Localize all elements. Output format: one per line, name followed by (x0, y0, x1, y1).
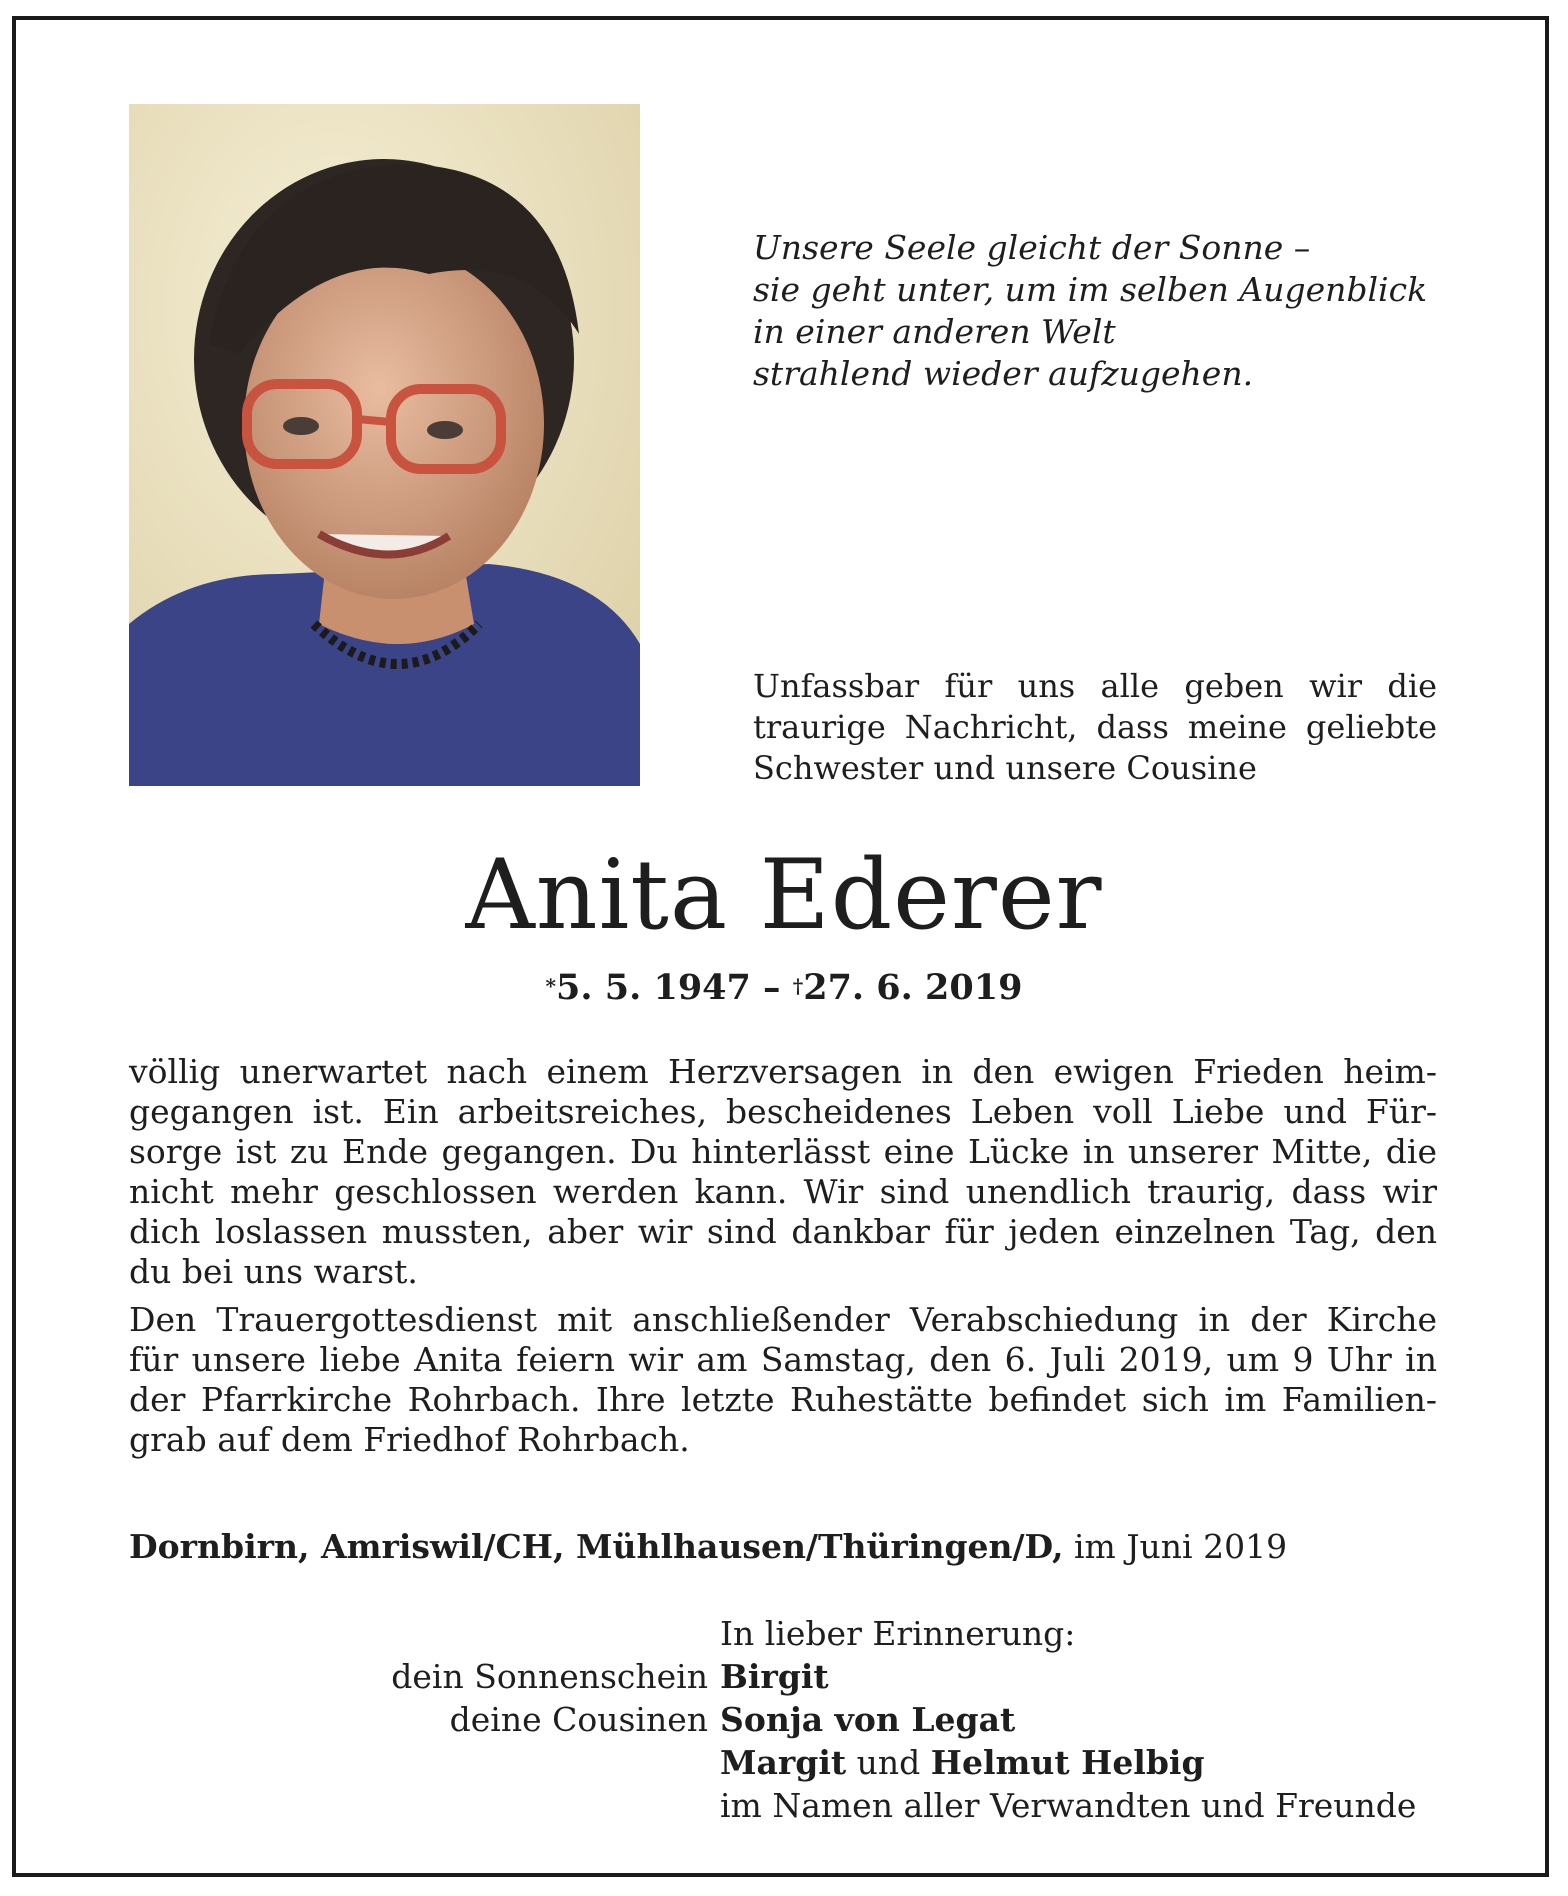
body-line: sorge ist zu Ende gegangen. Du hinterlässt eine Lücke in unserer Mitte, die (129, 1132, 1437, 1171)
intro-line: Schwester und unsere Cousine (753, 749, 1257, 787)
birth-symbol: * (545, 974, 557, 998)
signatures (0, 1612, 1568, 1827)
intro-text (753, 666, 1437, 789)
obituary-body (129, 1052, 1437, 1460)
death-symbol: † (792, 974, 804, 998)
mourner-name: Sonja von Legat (720, 1700, 1016, 1739)
deceased-name: Anita Ederer (465, 839, 1103, 951)
body-line: Den Trauergottesdienst mit anschließender Verabschiedung in der Kirche (129, 1300, 1437, 1339)
body-line: grab auf dem Friedhof Rohrbach. (129, 1420, 690, 1459)
body-line: für unsere liebe Anita feiern wir am Samstag, den 6. Juli 2019, um 9 Uhr in (129, 1340, 1437, 1379)
relation-label: dein Sonnenschein (391, 1657, 708, 1696)
notice-date: im Juni 2019 (1063, 1527, 1288, 1566)
signatures-heading: In lieber Erinnerung: (720, 1614, 1076, 1653)
birth-date: 5. 5. 1947 (556, 967, 751, 1008)
body-line: völlig unerwartet nach einem Herzversagen in den ewigen Frieden heim- (129, 1052, 1437, 1091)
poem-line: in einer anderen Welt (753, 312, 1116, 351)
conjunction: und (846, 1743, 931, 1782)
body-line: gegangen ist. Ein arbeitsreiches, bescheidenes Leben voll Liebe und Für- (129, 1092, 1437, 1131)
poem-line: Unsere Seele gleicht der Sonne – (753, 228, 1311, 267)
body-line: nicht mehr geschlossen werden kann. Wir sind unendlich traurig, dass wir (129, 1172, 1437, 1211)
poem-quote (753, 227, 1433, 395)
mourner-name: Helmut Helbig (930, 1743, 1205, 1782)
places-list: Dornbirn, Amriswil/CH, Mühlhausen/Thüringen/D, (129, 1527, 1064, 1566)
poem-line: sie geht unter, um im selben Augenblick (753, 270, 1428, 309)
signatures-closing: im Namen aller Verwandten und Freunde (720, 1786, 1417, 1825)
places-and-date (129, 1526, 1437, 1568)
mourner-name: Birgit (720, 1657, 829, 1696)
body-paragraph (129, 1052, 1437, 1292)
date-separator: – (750, 967, 793, 1008)
body-line: dich loslassen mussten, aber wir sind dankbar für jeden einzelnen Tag, den (129, 1212, 1437, 1251)
mourner-name: Margit (720, 1743, 847, 1782)
body-line: du bei uns warst. (129, 1252, 418, 1291)
portrait-photo (129, 104, 640, 786)
body-line: der Pfarrkirche Rohrbach. Ihre letzte Ruhestätte befindet sich im Familien- (129, 1380, 1437, 1419)
death-date: 27. 6. 2019 (803, 967, 1023, 1008)
poem-line: strahlend wieder aufzugehen. (753, 354, 1254, 393)
body-paragraph (129, 1300, 1437, 1460)
intro-line: traurige Nachricht, dass meine geliebte (753, 708, 1437, 746)
mourner-couple (720, 1741, 1205, 1784)
intro-line: Unfassbar für uns alle geben wir die (753, 667, 1437, 705)
relation-label: deine Cousinen (449, 1700, 708, 1739)
life-dates (0, 966, 1568, 1010)
